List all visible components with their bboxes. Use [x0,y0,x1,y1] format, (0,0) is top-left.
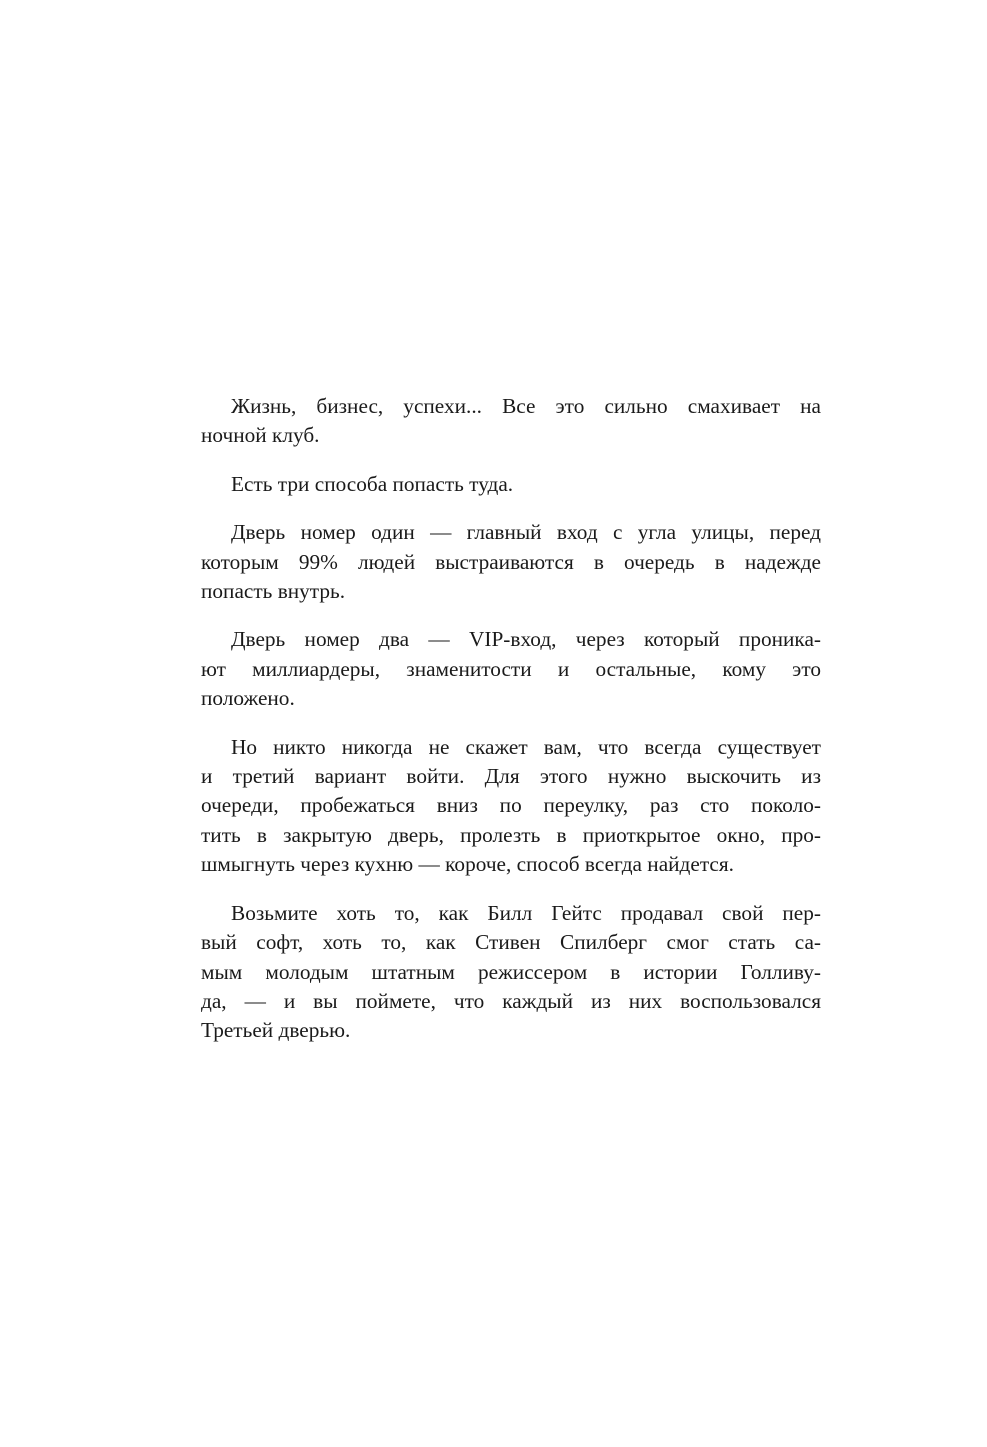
text-line: которым 99% людей выстраиваются в очередь в надежде [201,549,821,574]
text-line: Дверь номер один — главный вход с угла улицы, перед [231,520,821,545]
text-line: вый софт, хоть то, как Стивен Спилберг смог стать са- [201,930,821,955]
text-line: Дверь номер два — VIP-вход, через который проника- [231,627,821,652]
text-line: Жизнь, бизнес, успехи... Все это сильно смахивает на [231,394,821,418]
text-line: Возьмите хоть то, как Билл Гейтс продавал свой пер- [231,900,821,925]
paragraph-6 [201,899,821,1046]
body-text [201,392,821,1065]
text-line: мым молодым штатным режиссером в истории Голливу- [201,959,821,984]
paragraph-1 [201,392,821,451]
text-line: Но никто никогда не скажет вам, что всегда существует [231,734,821,759]
text-line: ют миллиардеры, знаменитости и остальные, кому это [201,656,821,681]
text-line: положено. [201,686,295,711]
text-line: ночной клуб. [201,423,320,448]
paragraph-3 [201,518,821,606]
text-line: Есть три способа попасть туда. [231,471,514,496]
text-line: тить в закрытую дверь, пролезть в приоткрытое окно, про- [201,822,821,847]
text-line: очереди, пробежаться вниз по переулку, раз сто поколо- [201,793,821,818]
text-line: попасть внутрь. [201,579,346,604]
paragraph-5 [201,733,821,880]
paragraph-2 [201,470,821,499]
text-line: да, — и вы поймете, что каждый из них воспользовался [201,988,821,1013]
text-line: шмыгнуть через кухню — короче, способ всегда найдется. [201,852,734,877]
text-line: Третьей дверью. [201,1018,351,1043]
text-line: и третий вариант войти. Для этого нужно выскочить из [201,764,821,789]
paragraph-4 [201,625,821,713]
